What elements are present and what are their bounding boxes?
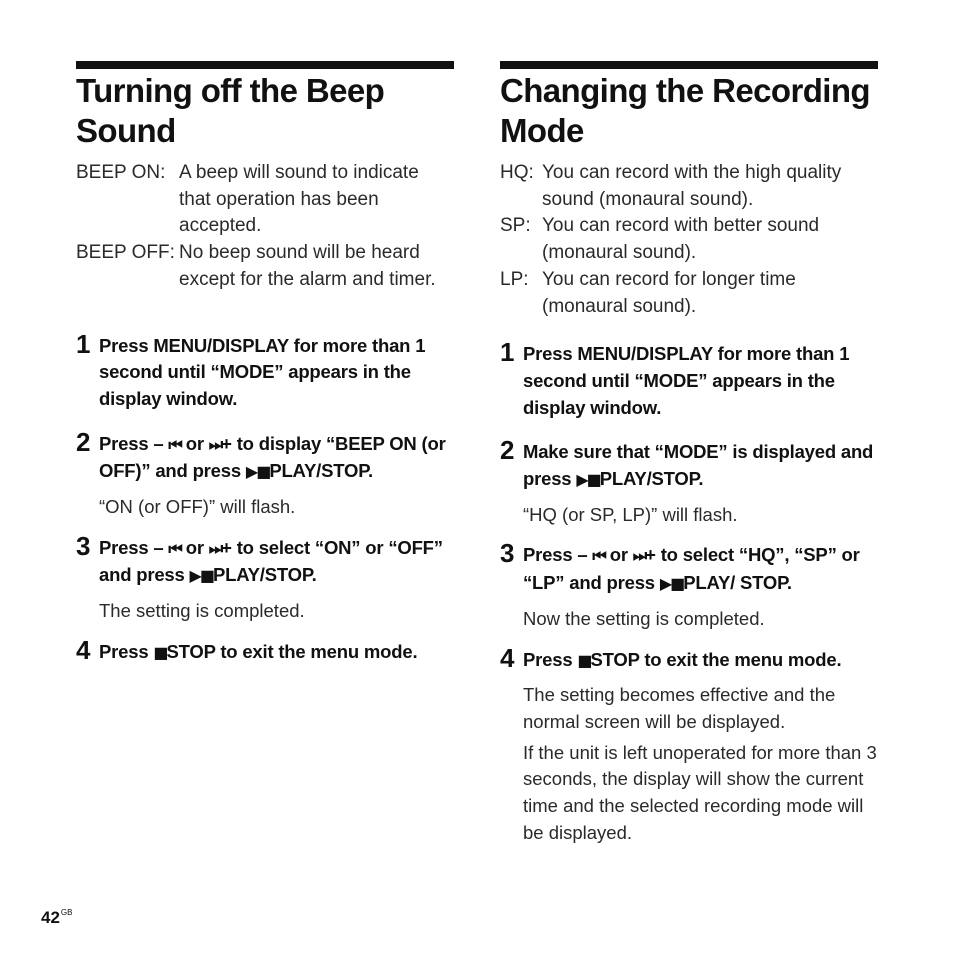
step-text: Press – ⏮ or ⏭+ to select “HQ”, “SP” or “LP” and press ▶■PLAY/ STOP. bbox=[523, 544, 860, 594]
definition-term: SP: bbox=[500, 215, 531, 237]
stop-icon: ■ bbox=[577, 650, 591, 670]
play-stop-icon: ▶■ bbox=[576, 470, 600, 490]
step-text: Press – ⏮ or ⏭+ to display “BEEP ON (or OFF)” and press ▶■PLAY/STOP. bbox=[99, 432, 446, 482]
step-4 bbox=[500, 642, 878, 675]
step-3 bbox=[76, 530, 454, 590]
step-1 bbox=[500, 337, 878, 421]
right-section bbox=[500, 61, 878, 846]
definition-item bbox=[500, 160, 878, 213]
step-note: “ON (or OFF)” will flash. bbox=[99, 496, 296, 518]
definition-desc: You can record with better sound (monaural sound). bbox=[542, 215, 820, 264]
definition-term: BEEP OFF: bbox=[76, 242, 175, 264]
previous-track-icon: ⏮ bbox=[168, 538, 181, 558]
definition-desc: No beep sound will be heard except for the alarm and timer. bbox=[179, 242, 436, 290]
next-track-icon: ⏭ bbox=[208, 538, 222, 558]
play-stop-icon: ▶■ bbox=[659, 574, 684, 594]
section-title: Turning off the Beep Sound bbox=[76, 72, 385, 149]
step-text: Press – ⏮ or ⏭+ to select “ON” or “OFF” and press ▶■PLAY/STOP. bbox=[99, 536, 443, 586]
step-1 bbox=[76, 328, 454, 413]
definition-term: BEEP ON: bbox=[76, 162, 166, 183]
play-stop-icon: ▶■ bbox=[245, 462, 270, 482]
definition-item bbox=[500, 213, 878, 266]
next-track-icon: ⏭ bbox=[632, 546, 646, 566]
definition-term: HQ: bbox=[500, 162, 534, 183]
step-text: Make sure that “MODE” is displayed and press ▶■PLAY/STOP. bbox=[523, 441, 874, 490]
definition-desc: You can record with the high quality sound (monaural sound). bbox=[542, 162, 842, 210]
play-stop-icon: ▶■ bbox=[189, 566, 213, 586]
step-text: Press MENU/DISPLAY for more than 1 second until “MODE” appears in the display window. bbox=[523, 343, 850, 418]
step-note: The setting becomes effective and the normal screen will be displayed. bbox=[523, 684, 836, 732]
step-text: Press ■STOP to exit the menu mode. bbox=[523, 648, 842, 670]
step-number: 4 bbox=[500, 642, 515, 673]
step-number: 2 bbox=[76, 426, 91, 457]
step-number: 4 bbox=[76, 634, 91, 665]
step-number: 1 bbox=[76, 328, 91, 359]
stop-icon: ■ bbox=[153, 642, 167, 662]
definition-list bbox=[76, 160, 454, 294]
step-2 bbox=[500, 435, 878, 493]
left-section bbox=[76, 61, 454, 667]
definition-term: LP: bbox=[500, 268, 529, 290]
next-track-icon: ⏭ bbox=[208, 434, 222, 454]
definition-desc: You can record for longer time (monaural sound). bbox=[542, 268, 796, 317]
step-note: “HQ (or SP, LP)” will flash. bbox=[523, 503, 738, 525]
step-number: 3 bbox=[76, 530, 91, 561]
definition-item bbox=[76, 240, 454, 293]
region-code: GB bbox=[60, 908, 73, 917]
section-rule bbox=[76, 61, 454, 69]
step-number: 1 bbox=[500, 337, 515, 368]
previous-track-icon: ⏮ bbox=[168, 434, 181, 454]
previous-track-icon: ⏮ bbox=[592, 546, 605, 566]
page-number: $42^{GB}$ bbox=[41, 908, 73, 927]
step-text: Press ■STOP to exit the menu mode. bbox=[99, 640, 418, 662]
section-title: Changing the Recording Mode bbox=[500, 72, 870, 149]
definition-item bbox=[500, 267, 878, 320]
step-text: Press MENU/DISPLAY for more than 1 second until “MODE” appears in the display window. bbox=[99, 334, 426, 409]
step-3 bbox=[500, 538, 878, 597]
step-note: The setting is completed. bbox=[99, 600, 305, 622]
step-note: If the unit is left unoperated for more than 3 seconds, the display will show the current time and the selected recording mode will be displayed. bbox=[523, 741, 877, 843]
definition-item bbox=[76, 160, 454, 240]
step-number: 2 bbox=[500, 435, 515, 466]
definition-list bbox=[500, 160, 878, 320]
section-rule bbox=[500, 61, 878, 69]
step-4 bbox=[76, 634, 454, 667]
step-2 bbox=[76, 426, 454, 486]
step-number: 3 bbox=[500, 538, 515, 569]
step-note: Now the setting is completed. bbox=[523, 607, 765, 629]
definition-desc: A beep will sound to indicate that operation has been accepted. bbox=[179, 162, 419, 237]
